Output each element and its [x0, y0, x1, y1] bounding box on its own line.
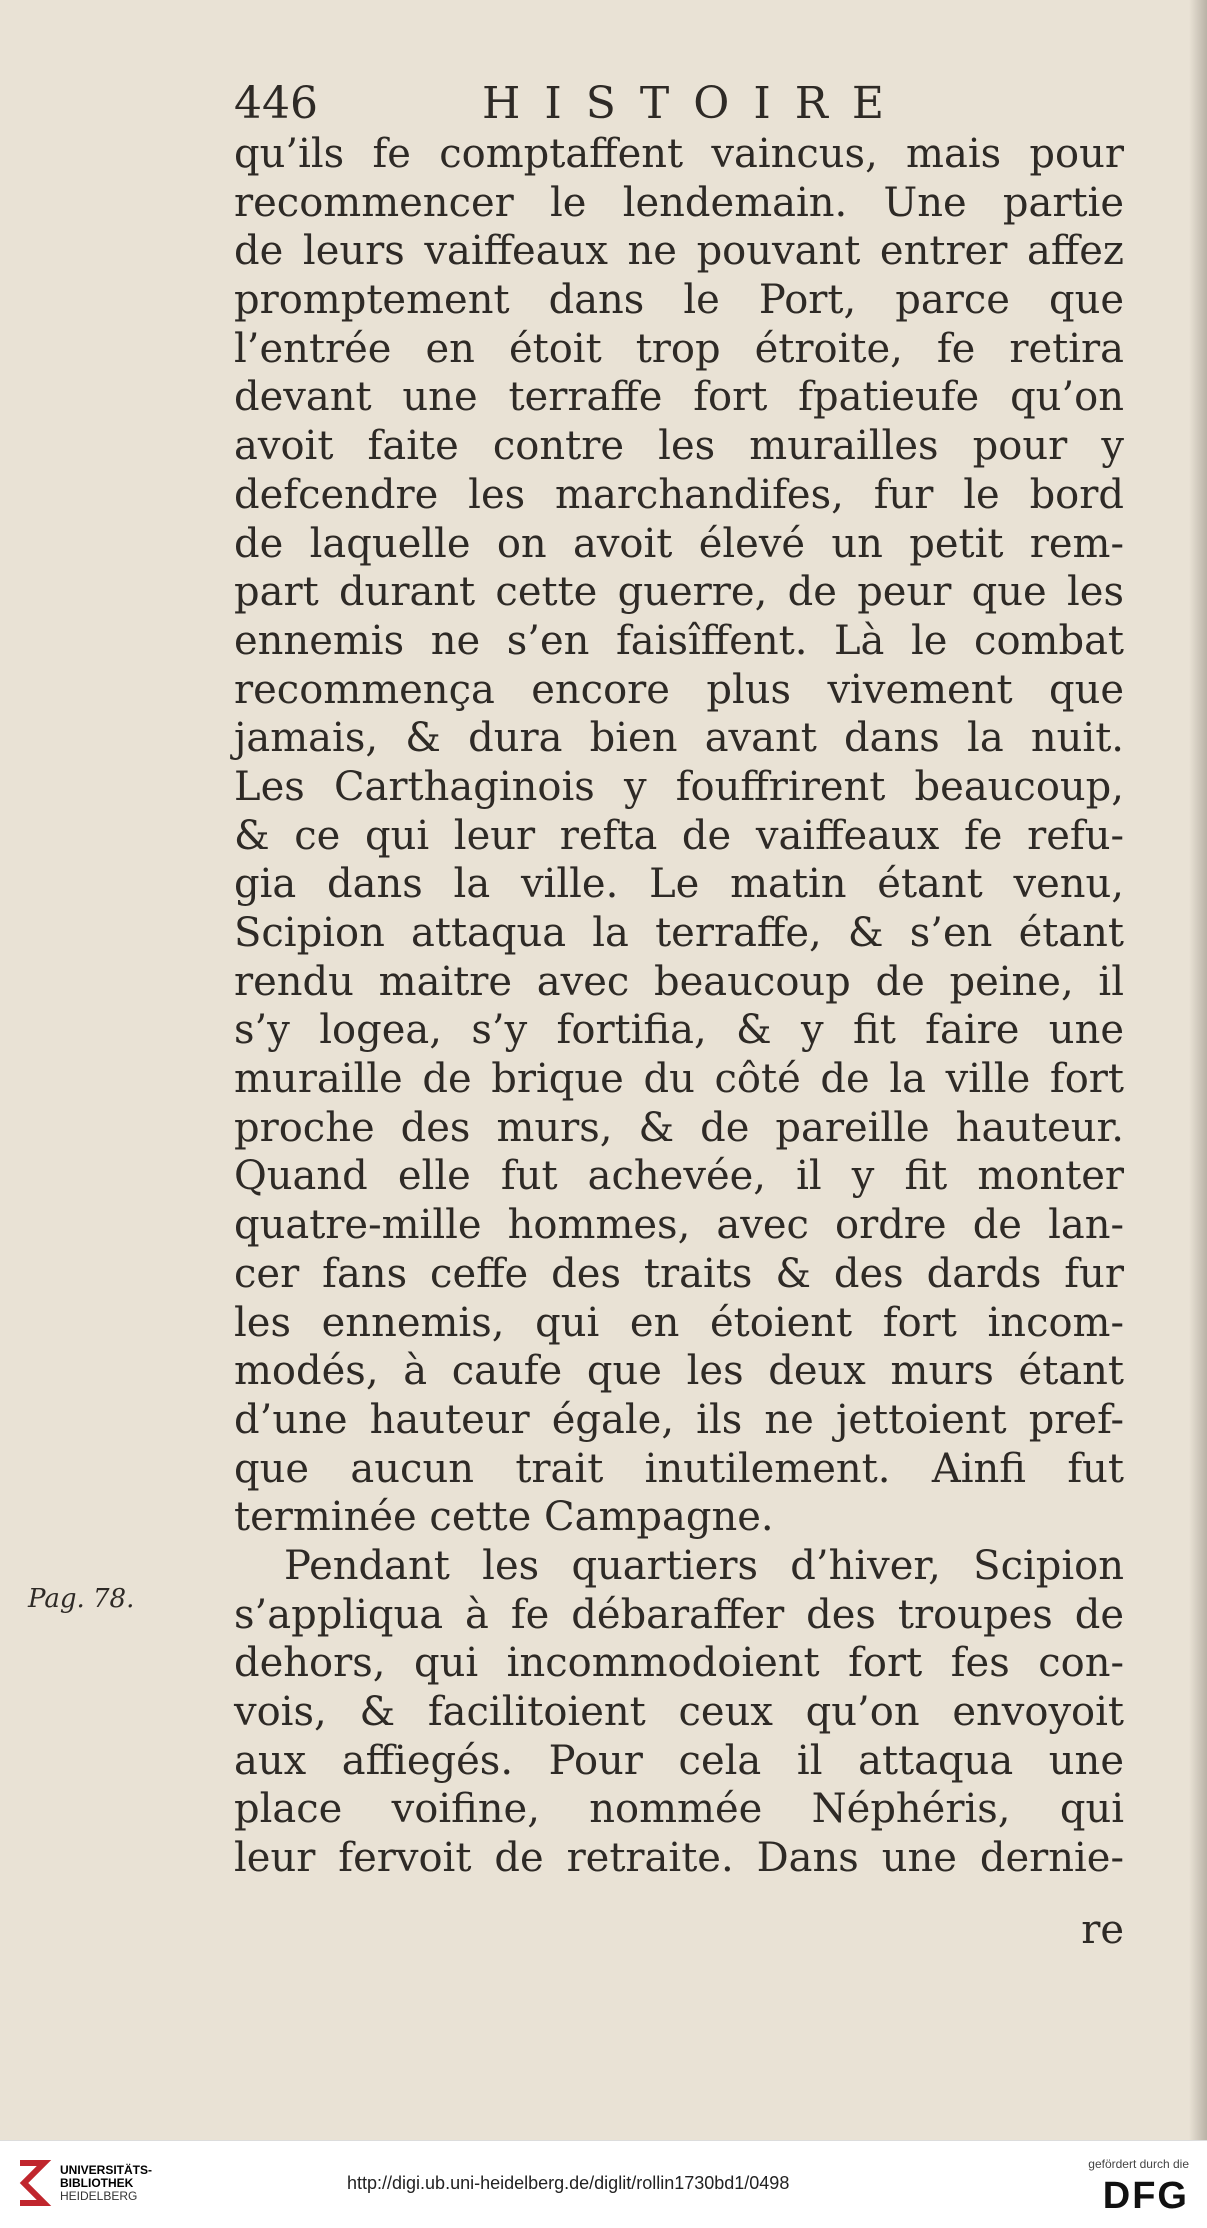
text-line: s’appliqua à fe débaraffer des troupes de — [234, 1591, 1124, 1638]
text-line: promptement dans le Port, parce que — [234, 277, 1124, 324]
text-line: les ennemis, qui en étoient fort incom- — [234, 1299, 1124, 1346]
text-line: de leurs vaiffeaux ne pouvant entrer affez — [234, 228, 1124, 275]
body-text — [234, 130, 1124, 1883]
text-line: avoit faite contre les murailles pour y — [234, 423, 1124, 470]
page-header — [234, 78, 1124, 138]
text-line: Pendant les quartiers d’hiver, Scipion — [284, 1542, 1124, 1589]
text-line: rendu maitre avec beaucoup de peine, il — [234, 958, 1124, 1005]
text-line: recommencer le lendemain. Une partie — [234, 179, 1124, 226]
running-title: HISTOIRE — [482, 78, 908, 129]
text-line: gia dans la ville. Le matin étant venu, — [234, 861, 1124, 908]
text-line: qu’ils fe comptaffent vaincus, mais pour — [234, 131, 1124, 177]
text-line: Scipion attaqua la terraffe, & s’en étant — [234, 910, 1124, 956]
viewer-footer — [0, 2140, 1207, 2228]
text-line: d’une hauteur égale, ils ne jettoient pref- — [234, 1396, 1124, 1443]
library-name — [60, 2164, 152, 2203]
text-line: terminée cette Campagne. — [234, 1494, 774, 1541]
text-line: l’entrée en étoit trop étroite, fe retira — [234, 325, 1124, 372]
text-line: devant une terraffe fort fpatieufe qu’on — [234, 374, 1124, 421]
catchword: re — [1081, 1907, 1124, 1953]
text-line: jamais, & dura bien avant dans la nuit. — [234, 715, 1124, 762]
text-line: leur fervoit de retraite. Dans une dernie- — [234, 1835, 1124, 1882]
funding-label: gefördert durch die — [1088, 2157, 1189, 2171]
funder-logo: DFG — [1102, 2175, 1189, 2217]
text-line: aux affiegés. Pour cela il attaqua une — [234, 1737, 1124, 1784]
text-line: s’y logea, s’y fortifia, & y fit faire une — [234, 1007, 1124, 1054]
text-line: defcendre les marchandifes, fur le bord — [234, 471, 1124, 518]
library-name-line: UNIVERSITÄTS- — [60, 2163, 153, 2177]
text-line: dehors, qui incommodoient fort fes con- — [234, 1640, 1124, 1687]
page-number: 446 — [234, 78, 318, 129]
text-line: que aucun trait inutilement. Ainfi fut — [234, 1445, 1124, 1492]
text-line: de laquelle on avoit élevé un petit rem- — [234, 520, 1124, 567]
text-line: vois, & facilitoient ceux qu’on envoyoit — [234, 1689, 1124, 1735]
text-line: modés, à caufe que les deux murs étant — [234, 1348, 1124, 1395]
text-line: recommença encore plus vivement que — [234, 666, 1124, 713]
permalink[interactable]: http://digi.ub.uni-heidelberg.de/diglit/rollin1730bd1/0498 — [347, 2173, 790, 2193]
text-line: quatre-mille hommes, avec ordre de lan- — [234, 1202, 1124, 1249]
text-line: muraille de brique du côté de la ville fort — [234, 1056, 1124, 1103]
text-line: part durant cette guerre, de peur que les — [234, 569, 1124, 616]
margin-note: Pag. 78. — [28, 1584, 135, 1614]
text-line: Les Carthaginois y fouffrirent beaucoup, — [234, 763, 1124, 810]
text-line: ennemis ne s’en faisîffent. Là le combat — [234, 617, 1124, 664]
text-line: Quand elle fut achevée, il y fit monter — [234, 1153, 1124, 1200]
text-line: proche des murs, & de pareille hauteur. — [234, 1104, 1124, 1151]
library-logo-icon — [14, 2155, 52, 2213]
library-name-line: HEIDELBERG — [60, 2189, 138, 2203]
text-line: & ce qui leur refta de vaiffeaux fe refu- — [234, 812, 1124, 859]
library-name-line: BIBLIOTHEK — [60, 2176, 134, 2190]
text-line: cer fans ceffe des traits & des dards fur — [234, 1250, 1124, 1297]
text-line: place voifine, nommée Néphéris, qui — [234, 1786, 1124, 1833]
